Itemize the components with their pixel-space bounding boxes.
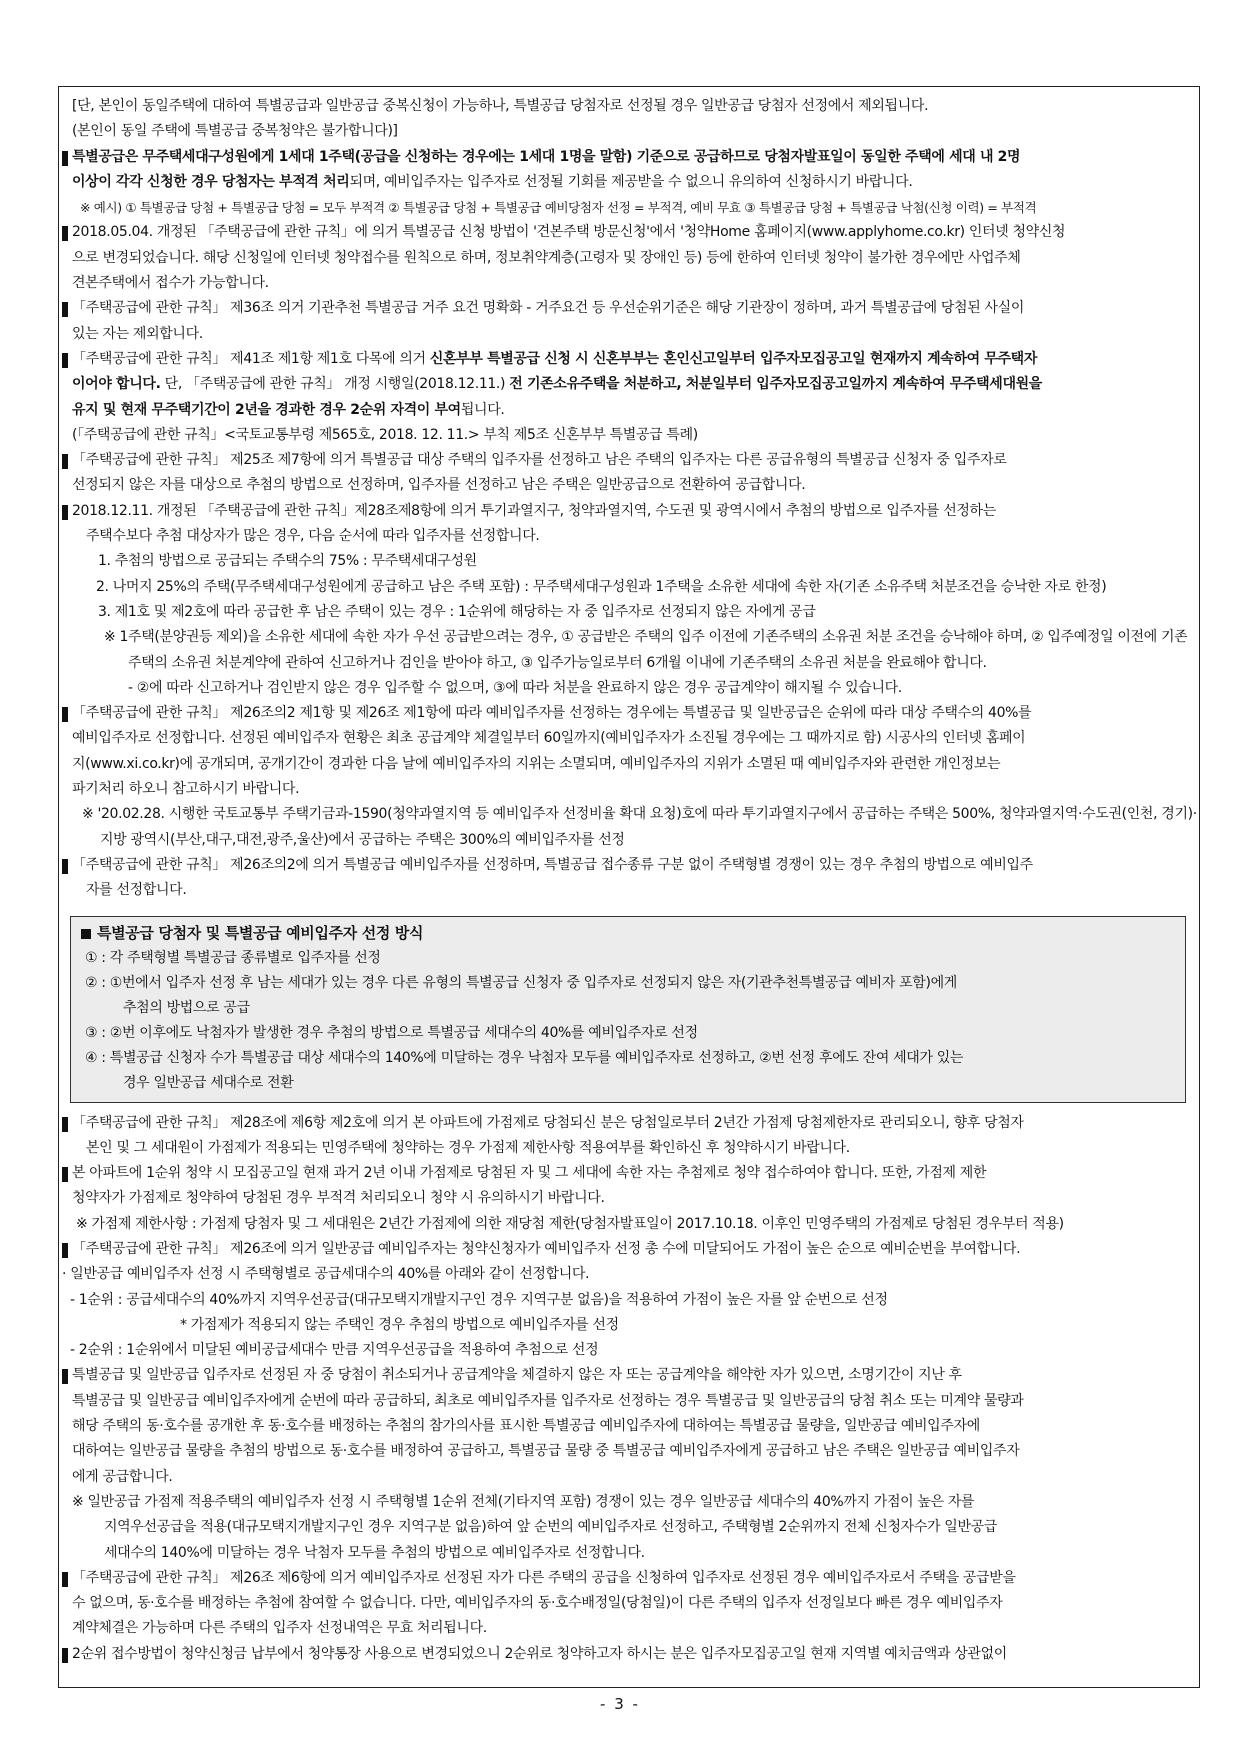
- application-method-paragraph: [62, 220, 1198, 296]
- text-line: 2순위 접수방법이 청약신청금 납부에서 청약통장 사용으로 변경되었으니 2순위로 청약하고자 하시는 분은 입주자모집공고일 현재 지역별 예치금액과 상관없이: [72, 1645, 1007, 1662]
- text-line: 2018.05.04. 개정된 「주택공급에 관한 규칙」에 의거 특별공급 신청 방법이 '견본주택 방문신청'에서 '청약Home 홈페이지(www.applyhome.co.kr) 인터넷 청약신청: [72, 224, 1066, 241]
- list-item: 2. 나머지 25%의 주택(무주택세대구성원에게 공급하고 남은 주택 포함) : 무주택세대구성원과 1주택을 소유한 세대에 속한 자(기존 소유주택 처분조건을 승낙한 자로 한정): [96, 578, 1107, 595]
- bullet-marker: [62, 859, 68, 874]
- text-line: 「주택공급에 관한 규칙」 제28조에 제6항 제2호에 의거 본 아파트에 가점제로 당첨되신 분은 당첨일로부터 2년간 가점제 당첨제한자로 관리되오니, 향후 당첨자: [72, 1114, 1024, 1131]
- text: 됩니다.: [460, 401, 505, 418]
- text-line: 「주택공급에 관한 규칙」 제26조에 의거 일반공급 예비입주자는 청약신청자가 예비입주자 선정 총 수에 미달되어도 가점이 높은 순으로 예비순번을 부여합니다.: [72, 1240, 1021, 1257]
- text: 「주택공급에 관한 규칙」 제41조 제1항 제1호 다목에 의거: [72, 350, 430, 367]
- newlywed-paragraph: [62, 347, 1198, 448]
- text-line: 으로 변경되었습니다. 해당 신청일에 인터넷 청약접수를 원칙으로 하며, 정보취약계층(고령자 및 장애인 등) 등에 한하여 인터넷 청약이 불가한 경우에만 사업주체: [72, 249, 1021, 266]
- page-number: - 3 -: [600, 1695, 640, 1713]
- selection-method-box: [70, 916, 1186, 1103]
- reserve-duplicate-paragraph: [62, 1566, 1198, 1642]
- note-line: ※ 가점제 제한사항 : 가점제 당첨자 및 그 세대원은 2년간 가점제에 의한 재당첨 제한(당첨자발표일이 2017.10.18. 이후인 민영주택의 가점제로 당첨된 경우부터 적용): [76, 1215, 1064, 1232]
- box-item: ① : 각 주택형별 특별공급 종류별로 입주자를 선정: [85, 949, 381, 966]
- rank-1-subrule: * 가점제가 적용되지 않는 주택인 경우 추첨의 방법으로 예비입주자를 선정: [180, 1316, 619, 1333]
- text-line: 해당 주택의 동·호수를 공개한 후 동·호수를 배정하는 추첨의 참가의사를 표시한 특별공급 예비입주자에 대하여는 특별공급 물량을, 일반공급 예비입주자에: [72, 1418, 980, 1435]
- rules-head: · 일반공급 예비입주자 선정 시 주택형별로 공급세대수의 40%를 아래와 같이 선정합니다.: [62, 1266, 590, 1283]
- note-line: 지역우선공급을 적용(대규모택지개발지구인 경우 지역구분 없음)하여 앞 순번의 예비입주자로 선정하고, 주택형별 2순위까지 전체 신청자수가 일반공급: [104, 1519, 997, 1536]
- general-reserve-paragraph: [62, 1237, 1198, 1262]
- text-line: 수 없으며, 동·호수를 배정하는 추첨에 참여할 수 없습니다. 다만, 예비입주자의 동·호수배정일(당첨일)이 다른 주택의 입주자 선정일보다 빠른 경우 예비입주자: [72, 1595, 1003, 1612]
- lottery-order-paragraph: [62, 499, 1198, 701]
- text-line: 계약체결은 가능하며 다른 주택의 입주자 선정내역은 무효 처리됩니다.: [72, 1620, 487, 1637]
- text-line: 주택수보다 추첨 대상자가 많은 경우, 다음 순서에 따라 입주자를 선정합니다.: [86, 528, 540, 545]
- special-reserve-paragraph: [62, 853, 1198, 904]
- cancellation-note: [62, 1490, 1198, 1566]
- text-line: 「주택공급에 관한 규칙」 제26조의2에 의거 특별공급 예비입주자를 선정하며, 특별공급 접수종류 구분 없이 주택형별 경쟁이 있는 경우 추첨의 방법으로 예비입주: [72, 856, 1033, 873]
- bold-text: 신혼부부 특별공급 신청 시 신혼부부는 혼인신고일부터 입주자모집공고일 현재까지 계속하여 무주택자: [429, 350, 1038, 367]
- text-line: 본 아파트에 1순위 청약 시 모집공고일 현재 과거 2년 이내 가점제로 당첨된 자 및 그 세대에 속한 자는 추첨제로 청약 접수하여야 합니다. 또한, 가점제 제한: [72, 1165, 987, 1182]
- reference-line: (「주택공급에 관한 규칙」<국토교통부령 제565호, 2018. 12. 11.> 부칙 제5조 신혼부부 특별공급 특례): [72, 426, 698, 443]
- text: 되며, 예비입주자는 입주자로 선정될 기회를 제공받을 수 없으니 유의하여 신청하시기 바랍니다.: [349, 173, 913, 190]
- bullet-marker: [62, 302, 68, 317]
- box-item-continuation: 추첨의 방법으로 공급: [123, 999, 250, 1016]
- text-line: 예비입주자로 선정합니다. 선정된 예비입주자 현황은 최초 공급계약 체결일부터 60일까지(예비입주자가 소진될 경우에는 그 때까지로 함) 시공사의 인터넷 홈페이: [72, 730, 1026, 747]
- intro-line-1: [단, 본인이 동일주택에 대하여 특별공급과 일반공급 중복신청이 가능하나, 특별공급 당첨자로 선정될 경우 일반공급 당첨자 선정에서 제외됩니다.: [72, 98, 929, 114]
- bold-text: 이어야 합니다.: [72, 376, 161, 393]
- second-rank-method-paragraph: [62, 1642, 1198, 1667]
- bold-text: 특별공급은 무주택세대구성원에게 1세대 1주택(공급을 신청하는 경우에는 1세대 1명을 말함) 기준으로 공급하므로 당첨자발표일이 동일한 주택에 세대 내 2명: [72, 148, 1021, 165]
- note-line: ※ 일반공급 가점제 적용주택의 예비입주자 선정 시 주택형별 1순위 전체(기타지역 포함) 경쟁이 있는 경우 일반공급 세대수의 40%까지 가점이 높은 자를: [72, 1493, 975, 1510]
- example-note: ※ 예시) ① 특별공급 당첨 + 특별공급 당첨 = 모두 부적격 ② 특별공급 당첨 + 특별공급 예비당첨자 선정 = 부적격, 예비 무효 ③ 특별공급 당첨 + 특별공급 낙첨(신청 이력) = 부적격: [80, 200, 1037, 216]
- text-line: 대하여는 일반공급 물량을 추첨의 방법으로 동·호수를 배정하여 공급하고, 특별공급 물량 중 특별공급 예비입주자에게 공급하고 남은 주택은 일반공급 예비입주자: [72, 1443, 1020, 1460]
- text: 단, 「주택공급에 관한 규칙」 개정 시행일(2018.12.11.): [160, 376, 510, 393]
- reserve-selection-paragraph: [62, 701, 1198, 853]
- text-line: 본인 및 그 세대원이 가점제가 적용되는 민영주택에 청약하는 경우 가점제 제한사항 적용여부를 확인하신 후 청약하시기 바랍니다.: [86, 1139, 850, 1156]
- bullet-marker: [62, 1117, 68, 1132]
- institution-recommend-paragraph: [62, 296, 1198, 347]
- remaining-units-paragraph: [62, 448, 1198, 499]
- box-title: 특별공급 당첨자 및 특별공급 예비입주자 선정 방식: [81, 921, 1175, 946]
- intro-line-2: (본인이 동일 주택에 특별공급 중복청약은 불가합니다)]: [72, 123, 398, 140]
- rank-2-rule: - 2순위 : 1순위에서 미달된 예비공급세대수 만큼 지역우선공급을 적용하여 추첨으로 선정: [70, 1342, 599, 1359]
- text-line: 견본주택에서 접수가 가능합니다.: [72, 275, 269, 292]
- general-reserve-rules: [62, 1262, 1198, 1363]
- square-bullet-icon: [81, 929, 91, 939]
- list-item: 3. 제1호 및 제2호에 따라 공급한 후 남은 주택이 있는 경우 : 1순위에 해당하는 자 중 입주자로 선정되지 않은 자에게 공급: [98, 603, 816, 620]
- text-line: 자를 선정합니다.: [86, 882, 187, 899]
- text-line: 에게 공급합니다.: [72, 1468, 173, 1485]
- text-line: 「주택공급에 관한 규칙」 제25조 제7항에 의거 특별공급 대상 주택의 입주자를 선정하고 남은 주택의 입주자는 다른 공급유형의 특별공급 신청자 중 입주자로: [72, 452, 1007, 469]
- document-body: [62, 94, 1198, 1667]
- ratio-note: ※ '20.02.28. 시행한 국토교통부 주택기금과-1590(청약과열지역 등 예비입주자 선정비율 확대 요청)호에 따라 투기과열지구에서 공급하는 주택은 500%, 청약과열지역·수도권(인천, 경기)·지방 광역시(부산,대구,대전,광주,울산)에서 공급하는 주택은 300%의 예비입주자를 선정: [82, 806, 1197, 848]
- bullet-marker: [62, 1648, 68, 1663]
- list-note: ※ 1주택(분양권등 제외)을 소유한 세대에 속한 자가 우선 공급받으려는 경우, ① 공급받은 주택의 입주 이전에 기존주택의 소유권 처분 조건을 승낙해야 하며, ② 입주예정일 이전에 기존주택의 소유권 처분계약에 관하여 신고하거나 검인을 받아야 하고, ③ 입주가능일로부터 6개월 이내에 기존주택의 소유권 처분을 완료해야 합니다.: [104, 629, 1188, 671]
- bullet-marker: [62, 151, 68, 166]
- bold-text: 이상이 각각 신청한 경우 당첨자는 부적격 처리: [72, 173, 350, 190]
- bullet-marker: [62, 1572, 68, 1587]
- text-line: 「주택공급에 관한 규칙」 제36조 의거 기관추천 특별공급 거주 요건 명확화 - 거주요건 등 우선순위기준은 해당 기관장이 정하며, 과거 특별공급에 당첨된 사실이: [72, 300, 1025, 317]
- text-line: 「주택공급에 관한 규칙」 제26조 제6항에 의거 예비입주자로 선정된 자가 다른 주택의 공급을 신청하여 입주자로 선정된 경우 예비입주자로서 주택을 공급받을: [72, 1569, 1016, 1586]
- list-item: 1. 추첨의 방법으로 공급되는 주택수의 75% : 무주택세대구성원: [98, 553, 477, 570]
- first-rank-lottery-paragraph: [62, 1161, 1198, 1237]
- text-line: 특별공급 및 일반공급 예비입주자에게 순번에 따라 공급하되, 최초로 예비입주자를 입주자로 선정하는 경우 특별공급 및 일반공급의 당첨 취소 또는 미계약 물량과: [72, 1392, 1024, 1409]
- text-line: 지(www.xi.co.kr)에 공개되며, 공개기간이 경과한 다음 날에 예비입주자의 지위는 소멸되며, 예비입주자의 지위가 소멸된 때 예비입주자와 관련한 개인정보는: [72, 755, 1001, 772]
- note-line: 세대수의 140%에 미달하는 경우 낙첨자 모두를 추첨의 방법으로 예비입주자로 선정합니다.: [104, 1544, 645, 1561]
- text-line: 선정되지 않은 자를 대상으로 추첨의 방법으로 선정하며, 입주자를 선정하고 남은 주택은 일반공급으로 전환하여 공급합니다.: [72, 477, 806, 494]
- bullet-marker: [62, 505, 68, 520]
- bullet-marker: [62, 1167, 68, 1182]
- bold-text: 유지 및 현재 무주택기간이 2년을 경과한 경우 2순위 자격이 부여: [72, 401, 461, 418]
- bullet-marker: [62, 1369, 68, 1384]
- bullet-marker: [62, 707, 68, 722]
- text-line: 특별공급 및 일반공급 입주자로 선정된 자 중 당첨이 취소되거나 공급계약을 체결하지 않은 자 또는 공급계약을 해약한 자가 있으면, 소명기간이 지난 후: [72, 1367, 962, 1384]
- box-item: ③ : ②번 이후에도 낙첨자가 발생한 경우 추첨의 방법으로 특별공급 세대수의 40%를 예비입주자로 선정: [85, 1024, 698, 1041]
- bold-text: 전 기존소유주택을 처분하고, 처분일부터 입주자모집공고일까지 계속하여 무주택세대원을: [509, 376, 1042, 393]
- bullet-marker: [62, 353, 68, 368]
- point-system-limit-paragraph: [62, 1111, 1198, 1162]
- text-line: 「주택공급에 관한 규칙」 제26조의2 제1항 및 제26조 제1항에 따라 예비입주자를 선정하는 경우에는 특별공급 및 일반공급은 순위에 따라 대상 주택수의 40%를: [72, 705, 1032, 722]
- box-item-continuation: 경우 일반공급 세대수로 전환: [123, 1074, 294, 1091]
- list-subnote: - ②에 따라 신고하거나 검인받지 않은 경우 입주할 수 없으며, ③에 따라 처분을 완료하지 않은 경우 공급계약이 해지될 수 있습니다.: [128, 679, 902, 696]
- special-supply-duplicate-paragraph: [62, 145, 1198, 196]
- rank-1-rule: - 1순위 : 공급세대수의 40%까지 지역우선공급(대규모택지개발지구인 경우 지역구분 없음)을 적용하여 가점이 높은 자를 앞 순번으로 선정: [70, 1291, 888, 1308]
- cancellation-supply-paragraph: [62, 1363, 1198, 1489]
- box-item: ④ : 특별공급 신청자 수가 특별공급 대상 세대수의 140%에 미달하는 경우 낙첨자 모두를 예비입주자로 선정하고, ②번 선정 후에도 잔여 세대가 있는: [85, 1049, 964, 1066]
- text-line: 파기처리 하오니 참고하시기 바랍니다.: [72, 781, 300, 798]
- text-line: 청약자가 가점제로 청약하여 당첨된 경우 부적격 처리되오니 청약 시 유의하시기 바랍니다.: [72, 1190, 605, 1207]
- bullet-marker: [62, 454, 68, 469]
- text-line: 있는 자는 제외합니다.: [72, 325, 203, 342]
- bullet-marker: [62, 1243, 68, 1258]
- bullet-marker: [62, 226, 68, 241]
- text-line: 2018.12.11. 개정된 「주택공급에 관한 규칙」제28조제8항에 의거 투기과열지구, 청약과열지역, 수도권 및 광역시에서 추첨의 방법으로 입주자를 선정하는: [72, 502, 996, 519]
- box-item: ② : ①번에서 입주자 선정 후 남는 세대가 있는 경우 다른 유형의 특별공급 신청자 중 입주자로 선정되지 않은 자(기관추천특별공급 예비자 포함)에게: [85, 974, 957, 991]
